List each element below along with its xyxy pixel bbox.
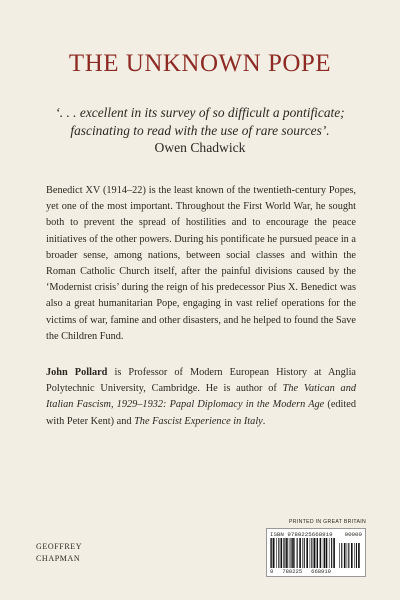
book-title: THE UNKNOWN POPE [68, 50, 332, 77]
publisher-line-1: GEOFFREY [36, 542, 83, 551]
quote-author: Owen Chadwick [154, 140, 246, 155]
quote-line-2: fascinating to read with the use of rare sources’. [70, 123, 330, 138]
bio-text-a: is Professor of Modern European History at Anglia Polytechnic University, Cambridge. He is author of [46, 367, 357, 395]
publisher-line-2: CHAPMAN [36, 554, 81, 563]
book-title-2: The Fascist Experience in Italy [134, 415, 263, 427]
book-description: Benedict XV (1914–22) is the least known of the twentieth-century Popes, yet one of the most important. Throughout the First World War, he sought both to prevent the spread of hostilities and to encourage the peace initiatives of the other powers. During his pontificate he pursued peace in a broader sense, among nations, between social classes and within the Roman Catholic Church itself, after the painful divisions caused by the ‘Modernist crisis’ during the reign of his predecessor Pius X. Benedict was also a great humanitarian Pope, engaging in vast relief operations for the victims of war, famine and other disasters, and he helped to found the Save the Children Fund. [46, 185, 356, 342]
barcode-digits-left: 780225 [282, 568, 303, 575]
barcode-addon-bars [339, 543, 361, 568]
barcode-box [266, 528, 366, 577]
isbn-label: ISBN 9780225668919 [270, 531, 333, 538]
barcode-area [266, 519, 366, 577]
barcode-main-bars [270, 538, 336, 568]
review-quote [36, 104, 364, 140]
printed-in-label: PRINTED IN GREAT BRITAIN [289, 519, 366, 525]
publisher-logo [36, 541, 82, 565]
barcode-digits-right: 668919 [311, 568, 331, 575]
barcode-digits [270, 568, 362, 575]
barcode [270, 538, 362, 568]
bio-text-c: . [262, 415, 266, 427]
quote-line-1: ‘. . . excellent in its survey of so difficult a pontificate; [55, 105, 345, 120]
book-title-1: The Vatican and Italian Fascism, 1929–1932: Papal Diplomacy in the Modern Age [46, 383, 356, 411]
bio-text-b: (edited with Peter Kent) and [46, 399, 356, 427]
barcode-digit-lead: 9 [270, 568, 274, 575]
author-name: John Pollard [46, 367, 108, 378]
author-bio [46, 365, 356, 430]
price-code: 90000 [344, 531, 362, 538]
isbn-line [270, 531, 362, 538]
